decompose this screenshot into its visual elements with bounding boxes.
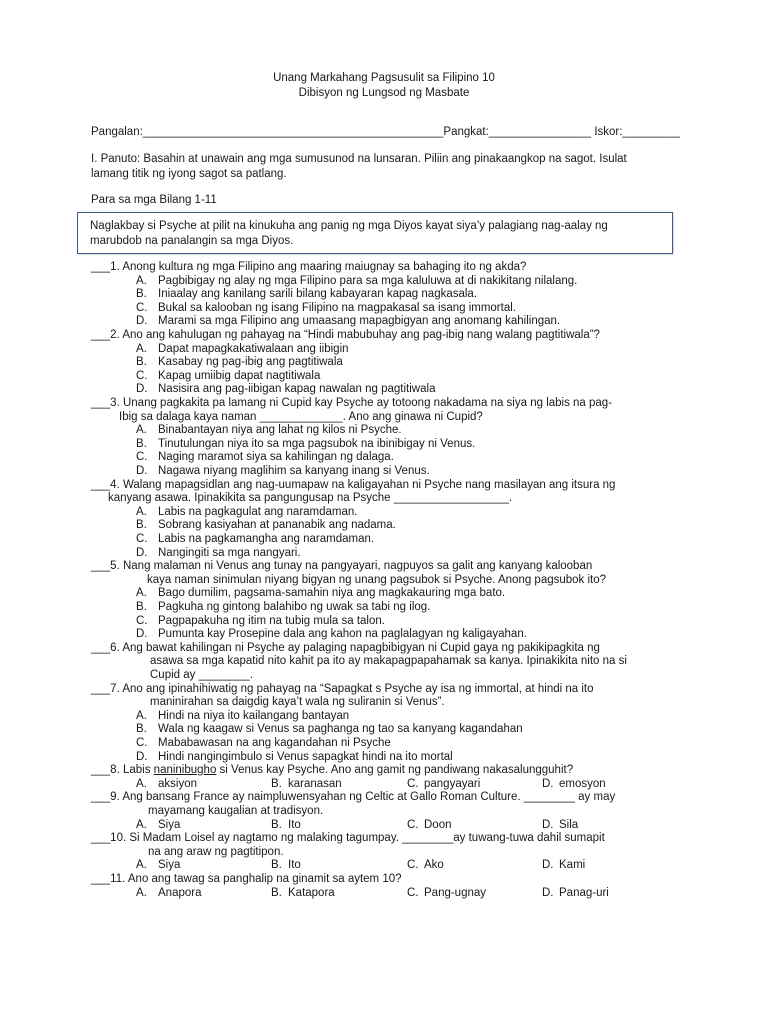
choice-text: Binabantayan niya ang lahat ng kilos ni Psyche.	[158, 424, 402, 437]
question-stem: ___3. Unang pagkakita pa lamang ni Cupid kay Psyche ay totoong nakadama na siya ng labis na pag-	[91, 397, 613, 409]
choice-inline: C.	[407, 859, 419, 872]
choice-letter: B.	[136, 723, 147, 736]
passage-box	[77, 212, 673, 254]
student-info-line: Pangalan:_______________________________________________Pangkat:________________ Iskor:_________	[91, 126, 680, 138]
choice-text: Pagpapakuha ng itim na tubig mula sa talon.	[158, 614, 385, 627]
choice-letter: B.	[136, 288, 147, 301]
choice-inline-text: Doon	[424, 818, 452, 831]
choice-text: Pagkuha ng gintong balahibo ng uwak sa tabi ng ilog.	[158, 601, 431, 613]
question-stem: ___7. Ano ang ipinahihiwatig ng pahayag na “Sapagkat s Psyche ay isa ng immortal, at hindi na ito	[91, 682, 594, 695]
choice-inline: B.	[271, 818, 282, 831]
choice-text: Kasabay ng pag-ibig ang pagtitiwala	[158, 356, 343, 369]
choice-letter: A.	[136, 587, 147, 600]
question-stem: ___4. Walang mapagsidlan ang nag-uumapaw na kaligayahan ni Psyche nang masilayan ang itsura ng	[91, 478, 616, 491]
choice-text: Bukal sa kalooban ng isang Filipino na magpakasal sa isang immortal.	[158, 301, 516, 314]
choice-letter: B.	[136, 519, 147, 532]
question-stem: Ibig sa dalaga kaya naman _____________. Ano ang ginawa ni Cupid?	[119, 410, 483, 423]
choice-letter: C.	[136, 533, 148, 545]
stem-text: ___8. Labis	[91, 764, 154, 777]
choice-text: Pagbibigay ng alay ng mga Filipino para sa mga kaluluwa at di nakikitang nilalang.	[158, 274, 578, 287]
question-stem: ___2. Ano ang kahulugan ng pahayag na “Hindi mabubuhay ang pag-ibig nang walang pagtitiwala”?	[91, 329, 600, 341]
choice-inline-text: Kami	[559, 859, 586, 872]
choice-letter: B.	[136, 356, 147, 369]
choice-inline-text: Siya	[158, 859, 181, 872]
choice-letter: C.	[136, 451, 148, 464]
choice-inline-text: aksiyon	[158, 777, 197, 790]
question-stem: kanyang asawa. Ipinakikita sa pangungusap na Psyche __________________.	[108, 492, 513, 505]
choice-inline: A.	[136, 818, 147, 831]
choice-inline-text: Katapora	[288, 886, 335, 899]
passage-line-1: Naglakbay si Psyche at pilit na kinukuha ang panig ng mga Diyos kayat siya’y palagiang nag-aalay ng	[90, 220, 608, 232]
choice-letter: D.	[136, 628, 148, 641]
choice-letter: C.	[136, 737, 148, 749]
choice-inline: B.	[271, 859, 282, 872]
choice-letter: A.	[136, 342, 147, 355]
choice-inline-text: Ito	[288, 859, 301, 872]
choice-letter: D.	[136, 750, 148, 763]
section-label: Para sa mga Bilang 1-11	[91, 194, 217, 206]
question-stem: ___6. Ang bawat kahilingan ni Psyche ay palaging napagbibigyan ni Cupid gaya ng pakikipagkita ng	[91, 641, 600, 654]
choice-letter: C.	[136, 614, 148, 627]
exam-title: Unang Markahang Pagsusulit sa Filipino 10	[273, 72, 495, 84]
choice-inline: D.	[542, 818, 554, 831]
choice-letter: D.	[136, 546, 148, 559]
question-stem: Cupid ay ________.	[150, 669, 253, 681]
choice-text: Mababawasan na ang kagandahan ni Psyche	[158, 737, 391, 749]
choice-letter: A.	[136, 709, 147, 722]
question-stem: ___10. Si Madam Loisel ay nagtamo ng malaking tagumpay. ________ay tuwang-tuwa dahil sumapit	[91, 832, 605, 845]
choice-text: Labis na pagkagulat ang naramdaman.	[158, 505, 358, 518]
choice-inline: D.	[542, 777, 554, 790]
choice-letter: D.	[136, 465, 148, 477]
choice-inline-text: karanasan	[288, 777, 342, 790]
choice-letter: C.	[136, 369, 148, 382]
choice-inline-text: Ako	[424, 859, 444, 872]
choice-inline-text: emosyon	[559, 777, 606, 790]
question-stem: ___9. Ang bansang France ay naimpluwensyahan ng Celtic at Gallo Roman Culture. ________ ay may	[91, 791, 616, 804]
choice-text: Iniaalay ang kanilang sarili bilang kabayaran kapag nagkasala.	[158, 288, 478, 301]
choice-text: Labis na pagkamangha ang naramdaman.	[158, 533, 375, 545]
choice-text: Kapag umiibig dapat nagtitiwala	[158, 369, 321, 382]
choice-inline-text: Ito	[288, 818, 301, 831]
choice-text: Wala ng kaagaw si Venus sa paghanga ng tao sa kanyang kagandahan	[158, 723, 523, 736]
choice-text: Hindi nangingimbulo si Venus sapagkat hindi na ito mortal	[158, 750, 453, 763]
question-stem: na ang araw ng pagtitipon.	[148, 845, 284, 858]
choice-text: Naging maramot siya sa kahilingan ng dalaga.	[158, 451, 394, 464]
choice-inline-text: pangyayari	[424, 777, 481, 790]
choice-letter: B.	[136, 601, 147, 613]
choice-letter: D.	[136, 383, 148, 396]
choice-letter: C.	[136, 301, 148, 314]
choice-text: Dapat mapagkakatiwalaan ang iibigin	[158, 342, 349, 355]
choice-text: Bago dumilim, pagsama-samahin niya ang magkakauring mga bato.	[158, 587, 506, 600]
instructions-line-1: I. Panuto: Basahin at unawain ang mga sumusunod na lunsaran. Piliin ang pinakaangkop na sagot. Isulat	[91, 153, 627, 165]
exam-division: Dibisyon ng Lungsod ng Masbate	[298, 87, 470, 99]
choice-inline-text: Sila	[559, 818, 579, 831]
instructions-line-2: lamang titik ng iyong sagot sa patlang.	[91, 168, 287, 180]
choice-inline-text: Panag-uri	[559, 886, 609, 899]
choice-letter: A.	[136, 424, 147, 437]
choice-inline: B.	[271, 886, 282, 899]
choice-inline: A.	[136, 886, 147, 899]
question-stem: kaya naman sinimulan niyang bigyan ng unang pagsubok si Psyche. Anong pagsubok ito?	[147, 573, 607, 586]
choice-inline: C.	[407, 818, 419, 831]
choice-text: Hindi na niya ito kailangang bantayan	[158, 709, 350, 722]
choice-letter: D.	[136, 315, 148, 328]
choice-text: Tinutulungan niya ito sa mga pagsubok na ibinibigay ni Venus.	[158, 437, 476, 450]
choice-inline: D.	[542, 859, 554, 872]
choice-text: Nagawa niyang maglihim sa kanyang inang si Venus.	[158, 465, 430, 477]
choice-inline: A.	[136, 859, 147, 872]
choice-inline: B.	[271, 777, 282, 790]
choice-inline: A.	[136, 777, 147, 790]
choice-inline: C.	[407, 886, 419, 899]
question-stem	[91, 764, 573, 776]
choice-text: Nangingiti sa mga nangyari.	[158, 546, 301, 559]
question-stem: maninirahan sa daigdig kaya’t wala ng suliranin si Venus”.	[150, 696, 445, 709]
question-stem: ___1. Anong kultura ng mga Filipino ang maaring maiugnay sa bahaging ito ng akda?	[91, 261, 527, 273]
choice-letter: A.	[136, 274, 147, 287]
choice-letter: A.	[136, 505, 147, 518]
choice-inline: D.	[542, 886, 554, 899]
choice-text: Marami sa mga Filipino ang umaasang mapagbigyan ang anomang kahilingan.	[158, 315, 561, 328]
passage-line-2: marubdob na panalangin sa mga Diyos.	[90, 235, 294, 247]
choice-inline-text: Siya	[158, 818, 181, 831]
question-stem: ___11. Ano ang tawag sa panghalip na ginamit sa aytem 10?	[91, 873, 402, 885]
choice-text: Pumunta kay Prosepine dala ang kahon na paglalagyan ng kaligayahan.	[158, 628, 527, 641]
question-stem: mayamang kaugalian at tradisyon.	[148, 805, 324, 817]
choice-text: Nasisira ang pag-iibigan kapag nawalan ng pagtitiwala	[158, 383, 436, 396]
choice-inline-text: Pang-ugnay	[424, 886, 487, 899]
choice-letter: B.	[136, 437, 147, 450]
choice-inline: C.	[407, 777, 419, 790]
choice-inline-text: Anapora	[158, 886, 202, 899]
underlined-verb: naninibugho	[153, 764, 217, 777]
question-stem: ___5. Nang malaman ni Venus ang tunay na pangyayari, nagpuyos sa galit ang kanyang kalooban	[91, 560, 593, 573]
question-stem: asawa sa mga kapatid nito kahit pa ito ay makapagpapahamak sa kanya. Ipinakikita nito na si	[150, 655, 627, 668]
choice-text: Sobrang kasiyahan at pananabik ang nadama.	[158, 519, 396, 532]
stem-text: si Venus kay Psyche. Ano ang gamit ng pandiwang nakasalungguhit?	[216, 764, 574, 777]
